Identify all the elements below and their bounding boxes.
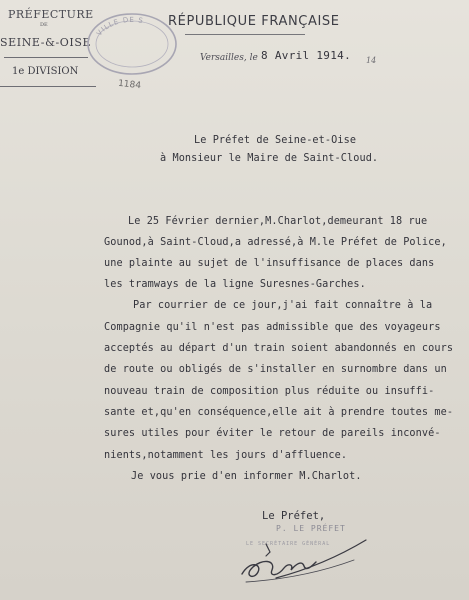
paragraph-2-line: nients,notamment les jours d'affluence. bbox=[104, 450, 348, 461]
paragraph-2-line: nouveau train de composition plus réduite ou insuffi- bbox=[104, 386, 435, 397]
prefecture-de: DE bbox=[40, 22, 48, 28]
pencil-annotation: 1184 bbox=[117, 78, 142, 92]
handwritten-signature-icon bbox=[236, 530, 376, 586]
paragraph-1-line: une plainte au sujet de l'insuffisance de places dans bbox=[104, 258, 435, 269]
paragraph-2-line: de route ou obligés de s'installer en surnombre dans un bbox=[104, 364, 447, 375]
signature-label: Le Préfet, bbox=[262, 510, 326, 522]
header-divider-bottom bbox=[0, 86, 96, 87]
page-mark: 14 bbox=[366, 56, 377, 65]
paragraph-1-line: Gounod,à Saint-Cloud,a adressé,à M.le Préfet de Police, bbox=[104, 237, 447, 248]
letter-date: 8 Avril 1914. bbox=[261, 49, 351, 62]
paragraph-2-line: sures utiles pour éviter le retour de pareils inconvé- bbox=[104, 428, 441, 439]
republique-heading: RÉPUBLIQUE FRANÇAISE bbox=[168, 14, 340, 29]
prefecture-department: SEINE-&-OISE bbox=[0, 36, 92, 49]
letter-to: à Monsieur le Maire de Saint-Cloud. bbox=[160, 153, 379, 164]
paragraph-2-line: acceptés au départ d'un train soient abandonnés en cours bbox=[104, 343, 454, 354]
paragraph-2-line: Compagnie qu'il n'est pas admissible que des voyageurs bbox=[104, 322, 441, 333]
stamp-text: VILLE DE S bbox=[95, 16, 145, 38]
prefecture-title: PRÉFECTURE bbox=[8, 8, 94, 21]
prefecture-division: 1e DIVISION bbox=[12, 66, 79, 77]
letter-from: Le Préfet de Seine-et-Oise bbox=[194, 135, 357, 146]
signature-stamp-subtext: LE SECRÉTAIRE GÉNÉRAL bbox=[246, 541, 331, 547]
paragraph-2-line: Par courrier de ce jour,j'ai fait connaître à la bbox=[133, 300, 433, 311]
paragraph-3: Je vous prie d'en informer M.Charlot. bbox=[131, 471, 362, 482]
header-divider bbox=[4, 57, 88, 58]
paragraph-2-line: sante et,qu'en conséquence,elle ait à prendre toutes me- bbox=[104, 407, 454, 418]
paragraph-1-line: Le 25 Février dernier,M.Charlot,demeurant 18 rue bbox=[128, 216, 428, 227]
signature-stamp: P. LE PRÉFET bbox=[276, 524, 346, 533]
svg-text:VILLE DE S bbox=[95, 16, 144, 38]
place-label: Versailles, le bbox=[200, 53, 258, 63]
paragraph-1-line: les tramways de la ligne Suresnes-Garches. bbox=[104, 279, 366, 290]
republique-rule bbox=[185, 34, 305, 35]
